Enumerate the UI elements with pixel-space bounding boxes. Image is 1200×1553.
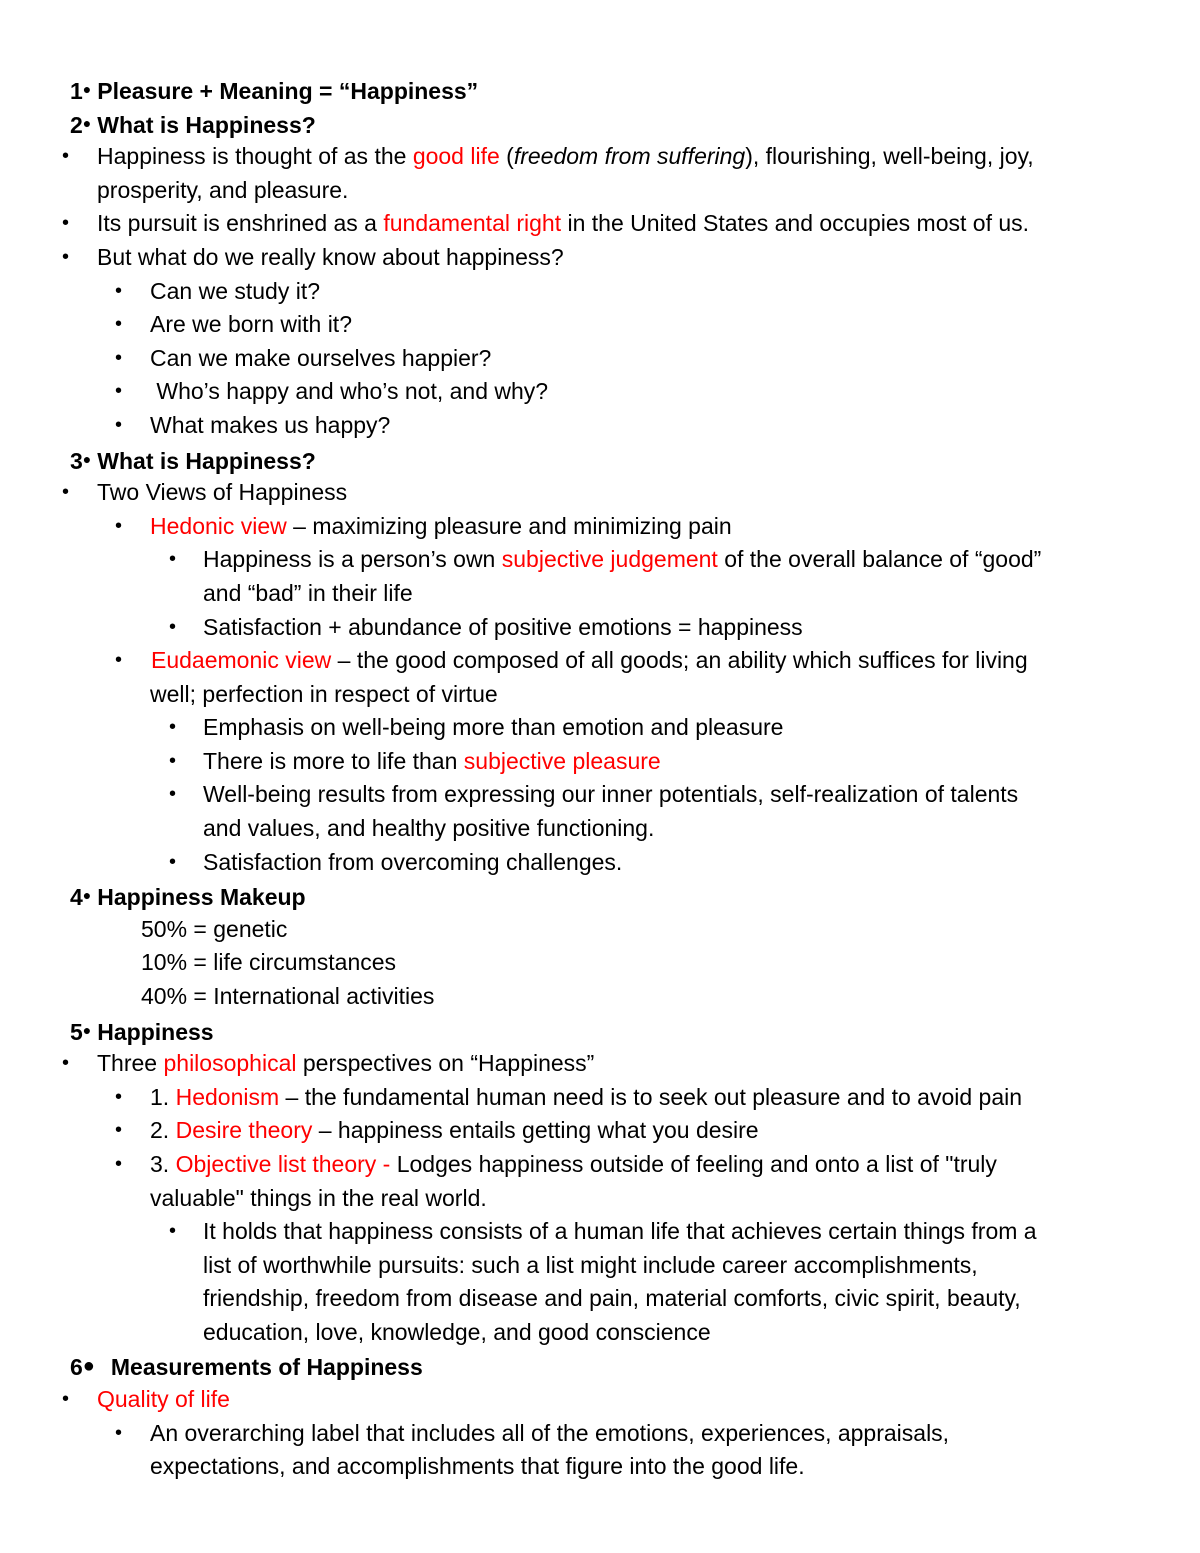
list-item-text: friendship, freedom from disease and pain, material comforts, civic spirit, beauty, — [203, 1285, 1021, 1312]
bullet-icon: • — [169, 850, 177, 873]
list-item-text: Eudaemonic view – the good composed of all goods; an ability which suffices for living — [151, 647, 1028, 674]
section-title: Pleasure + Meaning = “Happiness” — [97, 78, 479, 104]
list-item-text: 2. Desire theory – happiness entails getting what you desire — [150, 1117, 759, 1144]
list-item-text: Happiness is thought of as the good life (freedom from suffering), flourishing, well-being, joy, — [97, 143, 1034, 170]
section-title: What is Happiness? — [97, 447, 316, 474]
sub-list-item — [0, 409, 1200, 443]
list-item-text: expectations, and accomplishments that figure into the good life. — [150, 1453, 805, 1480]
section-title: Measurements of Happiness — [110, 1353, 423, 1380]
bullet-icon: • — [115, 514, 123, 537]
list-item-text: There is more to life than subjective pleasure — [203, 747, 661, 774]
section-5-heading — [70, 1014, 1200, 1048]
bullet-icon: • — [62, 212, 70, 235]
section-number: 6 — [70, 1353, 83, 1380]
bullet-icon: • — [169, 615, 177, 638]
heading-bullet-icon: ● — [82, 114, 92, 131]
list-item-text: Quality of life — [97, 1386, 230, 1413]
list-item-text: and “bad” in their life — [203, 579, 413, 606]
list-item-text: Happiness is a person’s own subjective judgement of the overall balance of “good” — [203, 546, 1042, 573]
sub-list-item — [0, 1114, 1200, 1148]
plain-line — [0, 980, 1200, 1014]
section-title: Happiness — [97, 1018, 214, 1045]
sub-sub-list-item — [0, 611, 1200, 645]
section-number: 5 — [70, 1018, 83, 1045]
list-item-text: Emphasis on well-being more than emotion and pleasure — [203, 714, 784, 741]
list-item-continuation — [0, 1316, 1200, 1350]
sub-sub-list-item — [0, 1215, 1200, 1249]
sub-list-item — [0, 342, 1200, 376]
bullet-icon: • — [62, 245, 70, 268]
sub-list-item — [0, 644, 1200, 678]
sub-list-item — [0, 1417, 1200, 1451]
plain-line — [0, 913, 1200, 947]
makeup-item: 50% = genetic — [141, 915, 288, 942]
heading-bullet-icon: ● — [82, 887, 92, 904]
list-item — [0, 241, 1200, 275]
sub-list-item — [0, 308, 1200, 342]
list-item-text: and values, and healthy positive functioning. — [203, 815, 655, 842]
section-3-heading — [70, 443, 1200, 477]
bullet-icon: • — [115, 1085, 123, 1108]
heading-bullet-icon: ● — [82, 1021, 92, 1038]
bullet-icon: • — [169, 548, 177, 571]
bullet-icon: • — [115, 1153, 123, 1175]
list-item — [0, 1047, 1200, 1081]
list-item-continuation — [0, 812, 1200, 846]
bullet-icon: • — [115, 380, 123, 403]
section-title: Happiness Makeup — [97, 884, 306, 911]
section-number: 3 — [70, 447, 83, 474]
list-item — [0, 140, 1200, 174]
list-item-text: But what do we really know about happiness? — [97, 243, 564, 270]
list-item-text: Hedonic view – maximizing pleasure and minimizing pain — [150, 512, 732, 539]
sub-sub-list-item — [0, 846, 1200, 880]
list-item-text: 3. Objective list theory - Lodges happiness outside of feeling and onto a list of "truly — [150, 1151, 997, 1177]
plain-line — [0, 946, 1200, 980]
bullet-icon: • — [169, 783, 177, 806]
makeup-item: 10% = life circumstances — [141, 949, 397, 976]
bullet-icon: • — [115, 649, 123, 672]
bullet-icon: • — [169, 749, 177, 772]
list-item-continuation — [0, 1249, 1200, 1283]
section-6-heading — [70, 1350, 1200, 1384]
section-title: What is Happiness? — [97, 111, 316, 138]
document-page — [0, 73, 1200, 1484]
sub-sub-list-item — [0, 745, 1200, 779]
list-item-continuation — [0, 1282, 1200, 1316]
list-item-text: well; perfection in respect of virtue — [150, 680, 498, 707]
sub-list-item — [0, 375, 1200, 409]
sub-list-item — [0, 1081, 1200, 1115]
list-item-text: prosperity, and pleasure. — [97, 176, 349, 203]
bullet-icon: • — [115, 1421, 123, 1444]
list-item-continuation — [0, 577, 1200, 611]
sub-sub-list-item — [0, 543, 1200, 577]
bullet-icon: • — [62, 1052, 70, 1075]
list-item-continuation — [0, 678, 1200, 712]
heading-bullet-icon: ● — [82, 450, 92, 467]
sub-sub-list-item — [0, 711, 1200, 745]
list-item-text: valuable" things in the real world. — [150, 1184, 487, 1211]
heading-bullet-icon: ● — [82, 1354, 95, 1377]
list-item — [0, 207, 1200, 241]
bullet-icon: • — [169, 1220, 177, 1243]
sub-list-item — [0, 275, 1200, 309]
list-item-text: An overarching label that includes all of the emotions, experiences, appraisals, — [150, 1419, 950, 1446]
list-item-text: Two Views of Happiness — [97, 479, 348, 506]
list-item-text: Its pursuit is enshrined as a fundamental right in the United States and occupies most of us. — [97, 210, 1030, 237]
list-item-text: Satisfaction from overcoming challenges. — [203, 848, 623, 875]
bullet-icon: • — [62, 481, 70, 504]
section-2-heading — [70, 107, 1200, 141]
sub-list-item — [0, 1148, 1200, 1182]
list-item-text: list of worthwhile pursuits: such a list might include career accomplishments, — [203, 1251, 978, 1278]
list-item — [0, 476, 1200, 510]
list-item-text: Who’s happy and who’s not, and why? — [150, 378, 549, 405]
list-item-text: 1. Hedonism – the fundamental human need is to seek out pleasure and to avoid pain — [150, 1083, 1023, 1110]
list-item-text: Can we make ourselves happier? — [150, 344, 492, 371]
bullet-icon: • — [115, 313, 123, 336]
section-number: 1 — [70, 78, 83, 104]
list-item-text: It holds that happiness consists of a human life that achieves certain things from a — [203, 1218, 1037, 1245]
list-item-continuation — [0, 174, 1200, 208]
section-number: 4 — [70, 884, 83, 911]
bullet-icon: • — [115, 1119, 123, 1142]
sub-sub-list-item — [0, 778, 1200, 812]
list-item-text: Well-being results from expressing our inner potentials, self-realization of talents — [203, 781, 1019, 808]
section-4-heading — [70, 879, 1200, 913]
section-1-heading — [70, 73, 1200, 107]
list-item — [0, 1383, 1200, 1417]
list-item-text: education, love, knowledge, and good conscience — [203, 1318, 711, 1345]
bullet-icon: • — [115, 413, 123, 436]
sub-list-item — [0, 510, 1200, 544]
bullet-icon: • — [115, 346, 123, 369]
bullet-icon: • — [62, 1388, 70, 1411]
bullet-icon: • — [115, 279, 123, 302]
makeup-item: 40% = International activities — [141, 983, 435, 1010]
heading-bullet-icon: ● — [82, 81, 92, 97]
list-item-text: Satisfaction + abundance of positive emotions = happiness — [203, 613, 803, 640]
list-item-text: What makes us happy? — [150, 411, 391, 438]
list-item-continuation — [0, 1450, 1200, 1484]
list-item-text: Can we study it? — [150, 277, 321, 304]
list-item-text: Are we born with it? — [150, 311, 352, 338]
section-number: 2 — [70, 111, 83, 138]
bullet-icon: • — [169, 716, 177, 739]
list-item-continuation — [0, 1182, 1200, 1216]
list-item-text: Three philosophical perspectives on “Happiness” — [97, 1050, 595, 1077]
bullet-icon: • — [62, 145, 70, 168]
